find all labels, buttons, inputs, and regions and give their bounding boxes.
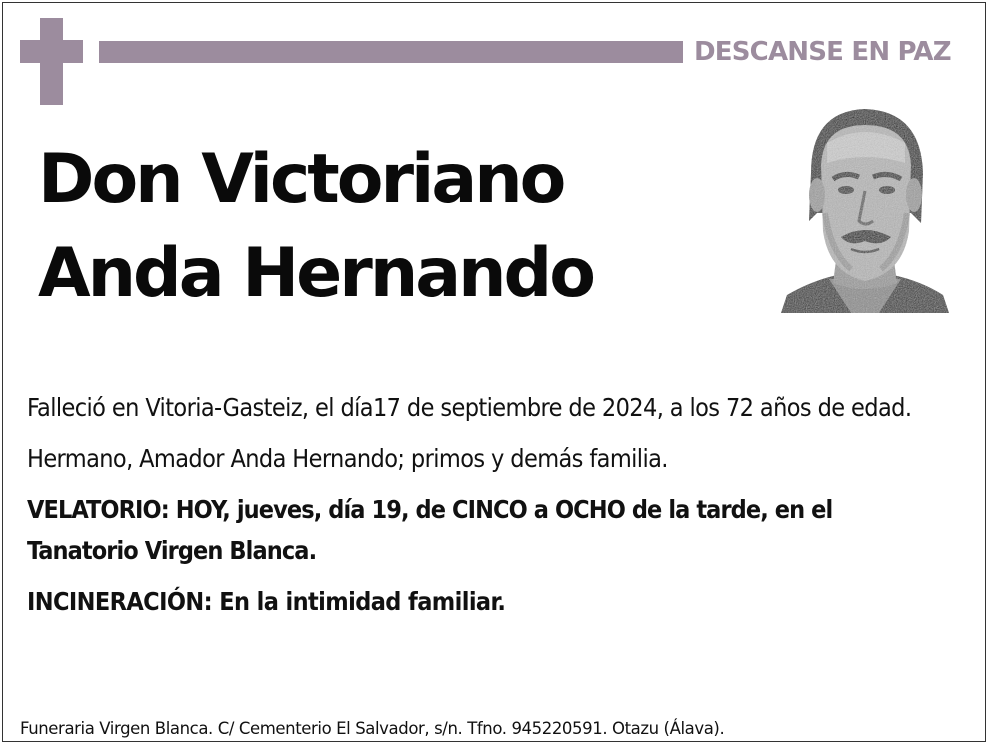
- cremation-details: INCINERACIÓN: En la intimidad familiar.: [27, 587, 506, 616]
- funeral-home-footer: Funeraria Virgen Blanca. C/ Cementerio El Salvador, s/n. Tfno. 945220591. Otazu (Álava).: [20, 719, 725, 738]
- name-line-2: Anda Hernando: [38, 234, 593, 313]
- header-label: DESCANSE EN PAZ: [694, 37, 951, 67]
- portrait-photo: [781, 103, 949, 313]
- cross-icon: [20, 18, 83, 105]
- notice-body: [27, 387, 942, 632]
- header-divider-bar: [99, 41, 683, 63]
- family-members: Hermano, Amador Anda Hernando; primos y demás familia.: [27, 444, 668, 473]
- wake-details: VELATORIO: HOY, jueves, día 19, de CINCO a OCHO de la tarde, en el Tanatorio Virgen Blanca.: [27, 495, 833, 565]
- name-line-1: Don Victoriano: [38, 140, 564, 219]
- obituary-notice: [2, 2, 986, 742]
- death-announcement: Falleció en Vitoria-Gasteiz, el día17 de septiembre de 2024, a los 72 años de edad.: [27, 393, 912, 422]
- cross-horizontal-bar: [20, 40, 83, 63]
- deceased-name: [38, 133, 593, 321]
